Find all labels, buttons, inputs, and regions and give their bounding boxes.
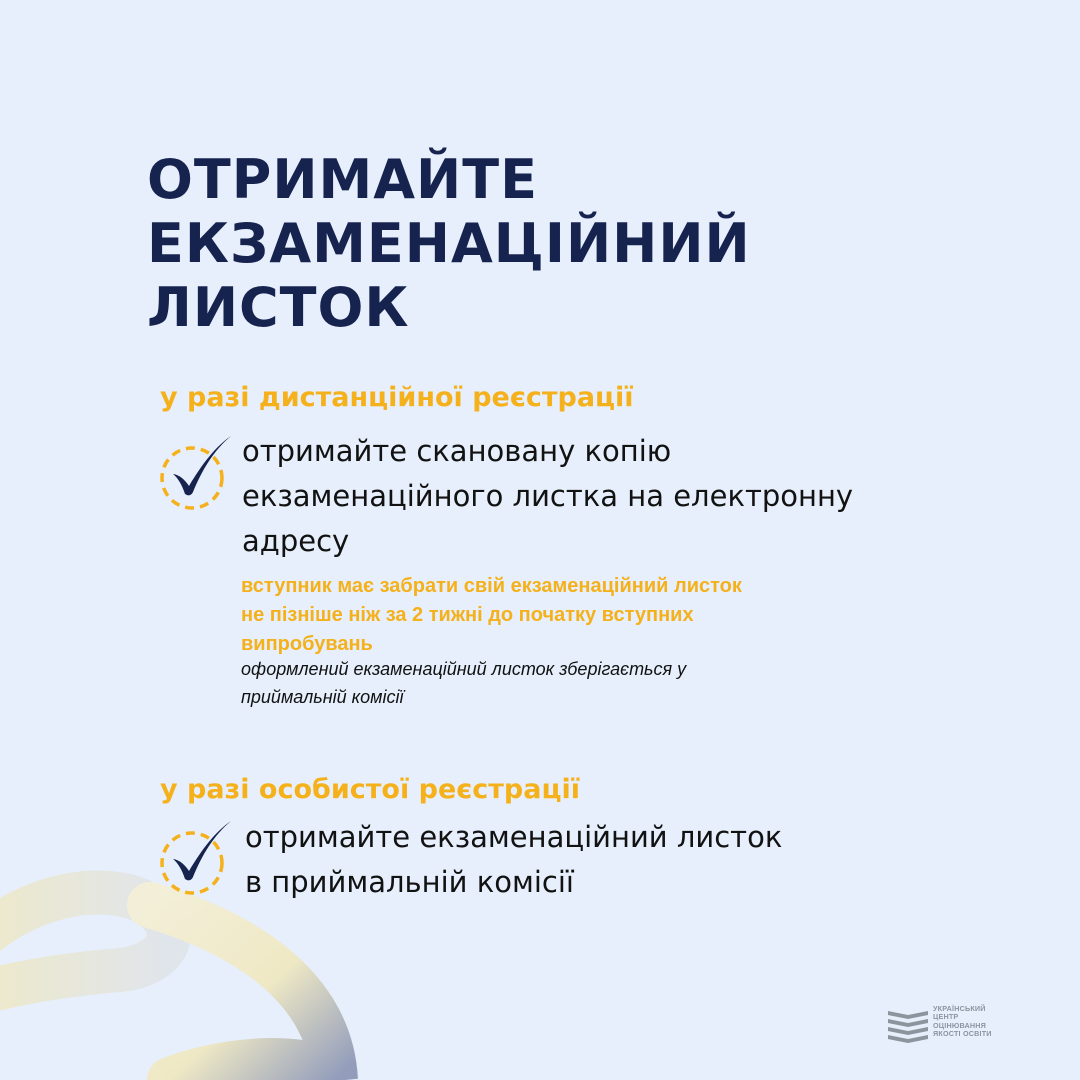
logo-text xyxy=(933,1005,992,1039)
logo-line: УКРАЇНСЬКИЙ xyxy=(933,1004,986,1013)
item-line: отримайте скановану копію xyxy=(242,434,672,468)
logo-line: ЦЕНТР xyxy=(933,1012,959,1022)
remote-item-text xyxy=(242,429,853,564)
personal-item-text xyxy=(245,815,782,905)
note-line: вступник має забрати свій екзаменаційний листок xyxy=(241,575,742,597)
book-stack-logo-icon xyxy=(886,1005,930,1045)
storage-note xyxy=(241,655,686,711)
title-line: ОТРИМАЙТЕ xyxy=(147,148,538,211)
deadline-note xyxy=(241,572,742,659)
ucoq-logo xyxy=(886,1005,1006,1047)
checkmark-icon xyxy=(158,430,238,516)
item-line: отримайте екзаменаційний листок xyxy=(245,820,783,854)
title-line: ЛИСТОК xyxy=(147,276,410,339)
item-line: екзаменаційного листка на електронну xyxy=(242,479,854,513)
personal-registration-heading: у разі особистої реєстрації xyxy=(160,774,580,805)
checkmark-icon xyxy=(158,815,238,901)
item-line: адресу xyxy=(242,524,350,558)
item-line: в приймальній комісії xyxy=(245,865,574,899)
note-line: не пізніше ніж за 2 тижні до початку вступних xyxy=(241,604,694,626)
note-line: приймальній комісії xyxy=(241,687,404,707)
logo-line: ОЦІНЮВАННЯ xyxy=(933,1020,987,1030)
logo-line: ЯКОСТІ ОСВІТИ xyxy=(933,1029,992,1039)
page-title xyxy=(147,148,751,340)
remote-registration-heading: у разі дистанційної реєстрації xyxy=(160,382,634,413)
title-line: ЕКЗАМЕНАЦІЙНИЙ xyxy=(147,212,751,275)
note-line: випробувань xyxy=(241,633,373,655)
note-line: оформлений екзаменаційний листок зберігається у xyxy=(241,659,687,679)
